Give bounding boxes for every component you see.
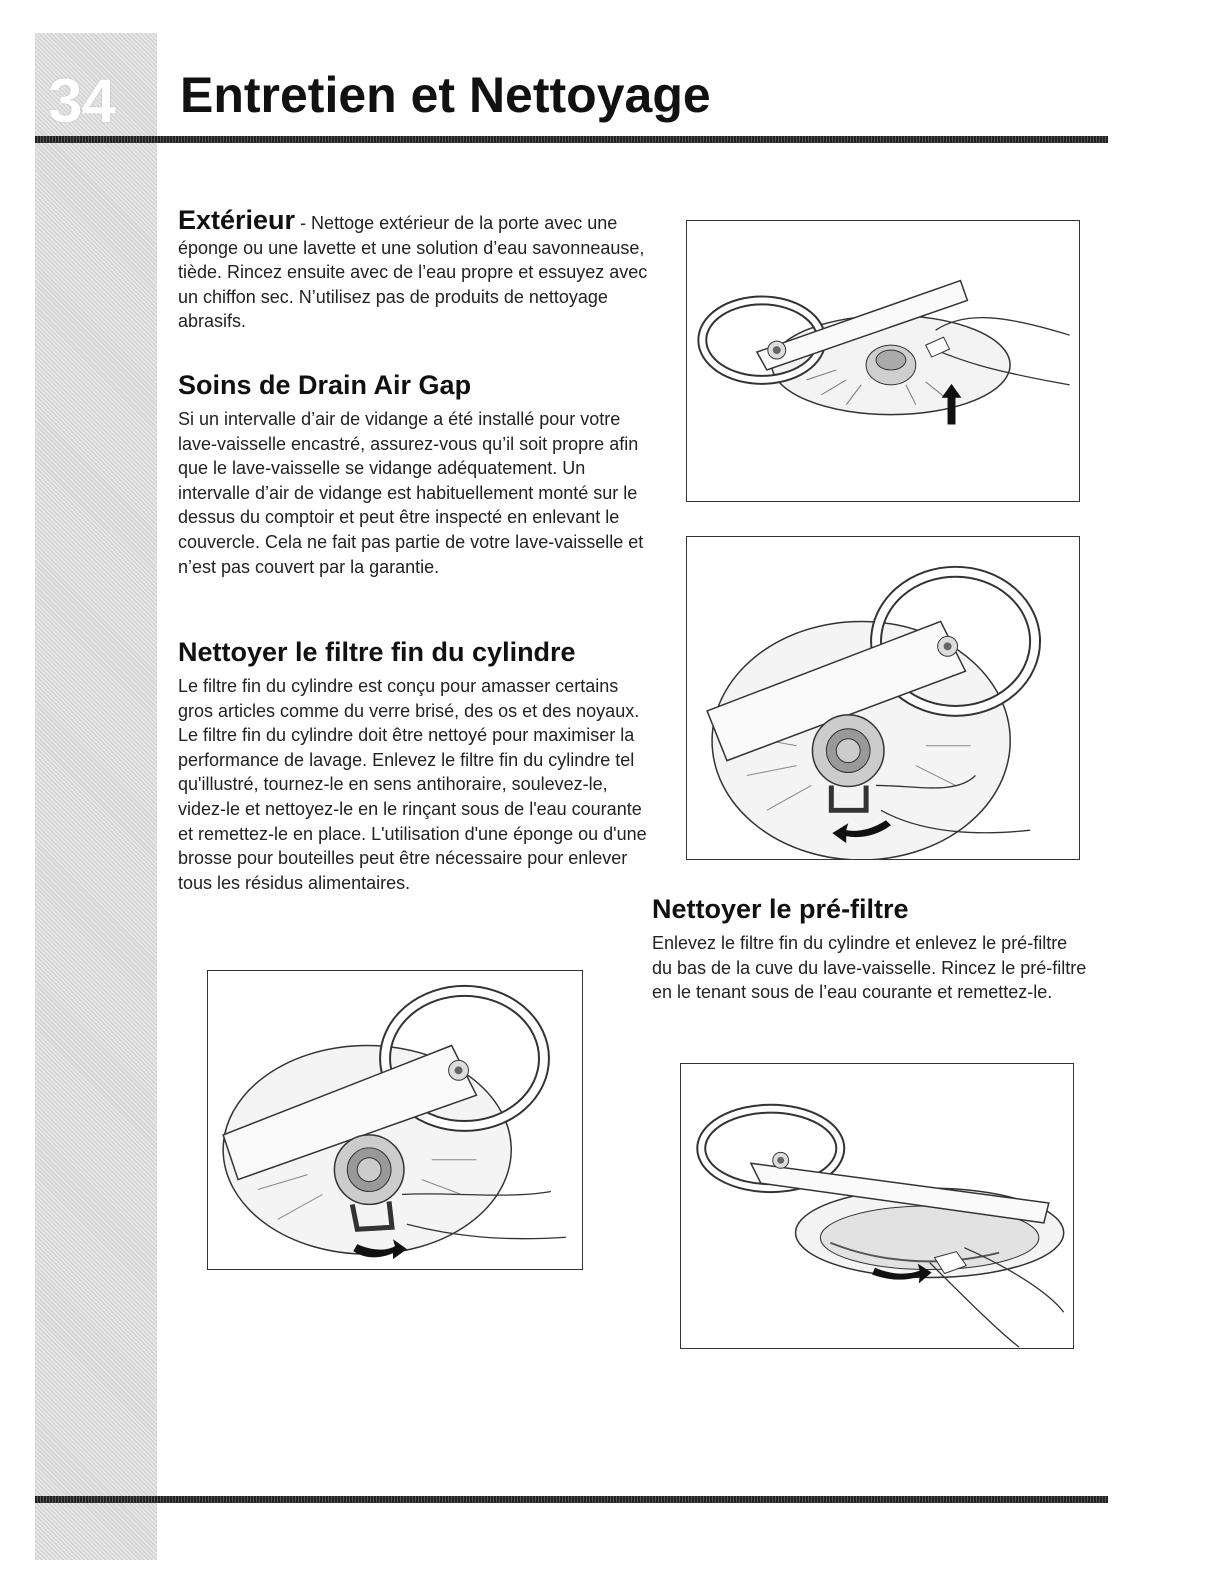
- remove-cylinder-illustration: [208, 971, 582, 1269]
- section-filtre-fin: [178, 636, 648, 895]
- pre-filtre-text: Enlevez le filtre fin du cylindre et enlevez le pré-filtre du bas de la cuve du lave-vaisselle. Rincez le pré-filtre en le tenant sous de l’eau courante et remettez-le.: [652, 933, 1087, 1003]
- figure-remove-cylinder: [207, 970, 583, 1270]
- exterieur-text: - Nettoge extérieur de la porte avec une éponge ou une lavette et une solution d’eau savonneause, tiède. Rincez ensuite avec de l’eau propre et essuyez avec un chiffon sec. N’utilisez pas de produits de nettoyage abrasifs.: [178, 213, 648, 332]
- exterieur-paragraph: [178, 205, 648, 334]
- figure-turn-filter: [686, 536, 1080, 860]
- drain-air-gap-title: Soins de Drain Air Gap: [178, 370, 472, 400]
- section-pre-filtre: [652, 893, 1092, 1005]
- figure-lift-filter: [686, 220, 1080, 502]
- filtre-fin-text: Le filtre fin du cylindre est conçu pour amasser certains gros articles comme du verre brisé, des os et des noyaux. Le filtre fin du cylindre doit être nettoyé pour maximiser la performance de lavage. Enlevez le filtre fin du cylindre tel qu'illustré, tournez-le en sens antihoraire, soulevez-le, videz-le et nettoyez-le en le rinçant sous de l'eau courante et remettez-le en place. L'utilisation d'une éponge ou d'une brosse pour bouteilles peut être nécessaire pour enlever tous les résidus alimentaires.: [178, 676, 647, 893]
- filtre-fin-title: Nettoyer le filtre fin du cylindre: [178, 637, 576, 667]
- section-exterieur: [178, 205, 648, 334]
- section-drain-air-gap: [178, 369, 648, 579]
- figure-remove-prefilter: [680, 1063, 1074, 1349]
- footer-rule: [35, 1496, 1108, 1503]
- page-title: Entretien et Nettoyage: [180, 67, 711, 123]
- lift-filter-illustration: [687, 221, 1079, 501]
- side-band: [35, 33, 157, 1560]
- drain-air-gap-text: Si un intervalle d’air de vidange a été installé pour votre lave-vaisselle encastré, assurez-vous qu’il soit propre afin que le lave-vaisselle se vidange adéquatement. Un intervalle d’air de vidange est habituellement monté sur le dessus du comptoir et peut être inspecté en enlevant le couvercle. Cela ne fait pas partie de votre lave-vaisselle et n’est pas couvert par la garantie.: [178, 409, 644, 577]
- page-number: 34: [48, 67, 115, 136]
- turn-filter-illustration: [687, 537, 1079, 859]
- exterieur-title: Extérieur: [178, 205, 296, 235]
- pre-filtre-title: Nettoyer le pré-filtre: [652, 894, 909, 924]
- header-rule: [35, 136, 1108, 143]
- remove-prefilter-illustration: [681, 1064, 1073, 1348]
